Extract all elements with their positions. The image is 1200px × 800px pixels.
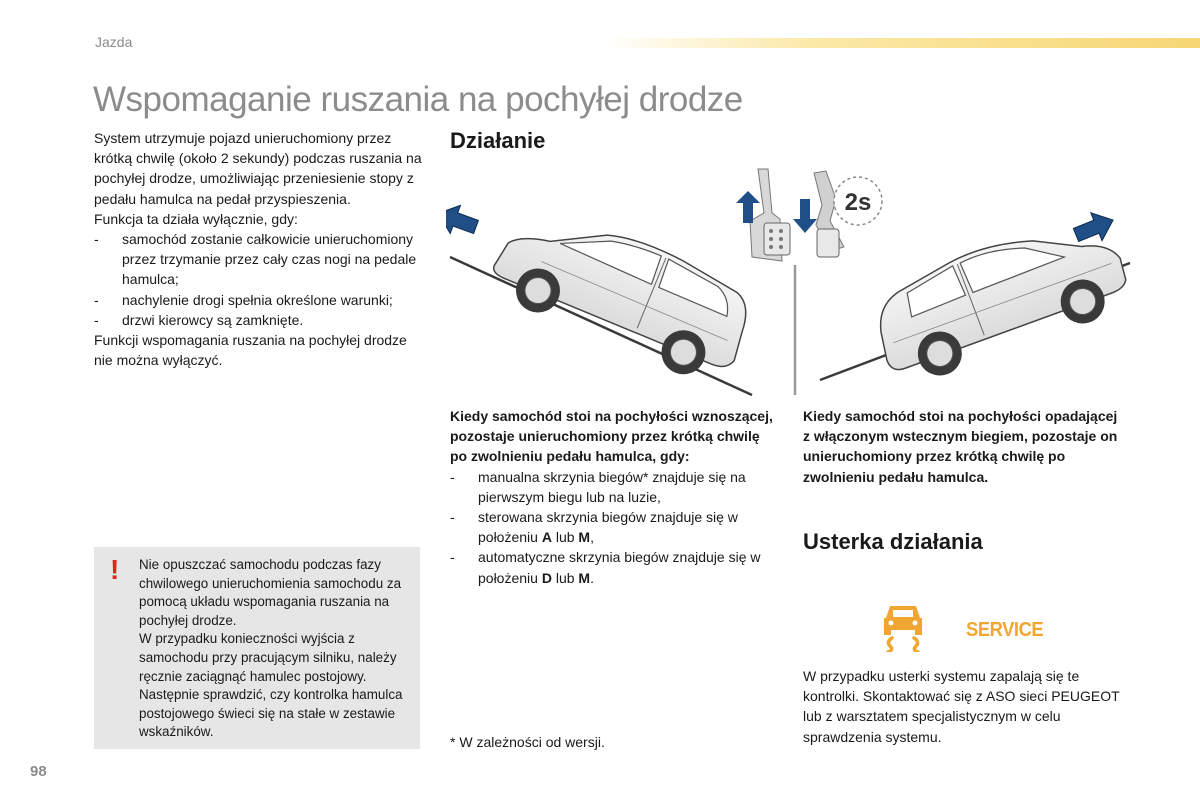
list-item: - nachylenie drogi spełnia określone warunki; [94,290,424,310]
service-indicator: SERVICE [966,619,1044,641]
brake-pedal-icon [764,223,790,255]
intro-section [94,128,424,370]
footnote: * W zależności od wersji. [450,734,605,750]
downhill-paragraph: Kiedy samochód stoi na pochyłości opadającej z włączonym wstecznym biegiem, pozostaje on unieruchomiony przez krótką chwilę po zwolnieniu pedału hamulca. [803,408,1118,485]
heading-dzialanie: Działanie [450,128,546,153]
section-label: Jazda [95,34,133,50]
uphill-scene [446,193,763,395]
page-number: 98 [30,763,47,780]
conditions-list [94,229,424,330]
list-item [450,547,780,587]
item-text: , [590,529,594,546]
conditions-lead: Funkcja ta działa wyłącznie, gdy: [94,210,298,227]
page-title: Wspomaganie ruszania na pochyłej drodze [93,80,743,119]
list-item: - samochód zostanie całkowicie unieruchomiony przez trzymanie przez cały czas nogi na pedale hamulca; [94,229,424,290]
car-uphill [483,193,762,392]
uphill-lead: Kiedy samochód stoi na pochyłości wznoszącej, pozostaje unieruchomiony przez krótką chwilę po zwolnieniu pedału hamulca, gdy: [450,408,773,465]
uphill-section [450,406,780,588]
fault-text: W przypadku usterki systemu zapalają się te kontrolki. Skontaktować się z ASO sieci PEUGEOT lub z warsztatem specjalistycznym w celu sprawdzenia systemu. [803,668,1120,745]
heading-usterka: Usterka działania [803,529,983,554]
svg-text:2s: 2s [844,189,872,216]
up-arrow-icon [1070,206,1118,249]
item-text: lub [551,529,579,546]
up-arrow-icon [446,199,481,241]
warning-icon: ! [110,554,120,585]
intro-paragraph: System utrzymuje pojazd unieruchomiony przez krótką chwilę (około 2 sekundy) podczas ruszania na pochyłej drodze, umożliwiając przeniesienie stopy z pedału hamulca na pedał przyspieszenia. [94,130,422,207]
gear-position-a: A [541,529,552,546]
list-item [450,507,780,547]
hill-assist-illustration [446,165,1131,397]
gear-position-d: D [541,569,552,586]
item-text: . [590,569,594,586]
timer-badge [834,177,882,225]
warning-paragraph: Nie opuszczać samochodu podczas fazy chwilowego unieruchomienia samochodu za pomocą układu wspomagania ruszania na pochyłej drodze. [139,557,402,628]
car-skid-warning-icon [880,602,926,652]
item-text: lub [551,569,579,586]
warning-text [139,556,414,742]
warning-paragraph: W przypadku konieczności wyjścia z samochodu przy pracującym silniku, należy ręcznie zaciągnąć hamulec postojowy. Następnie sprawdzić, czy kontrolka hamulca postojowego świeci się na stałe w zestawie wskaźników. [139,631,403,740]
gear-position-m: M [578,569,591,586]
uphill-conditions-list [450,467,780,588]
list-item: - manualna skrzynia biegów* znajduje się na pierwszym biegu lub na luzie, [450,467,780,507]
cannot-disable-note: Funkcji wspomagania ruszania na pochyłej drodze nie można wyłączyć. [94,332,407,369]
list-item: - drzwi kierowcy są zamknięte. [94,310,424,330]
fault-paragraph [803,666,1133,747]
header-decoration-bar [600,38,1200,48]
item-text: automatyczne skrzynia biegów znajduje się w położeniu [478,549,761,586]
gear-position-m: M [578,529,591,546]
pedals-diagram [736,165,882,265]
item-text: sterowana skrzynia biegów znajduje się w położeniu [478,509,738,546]
